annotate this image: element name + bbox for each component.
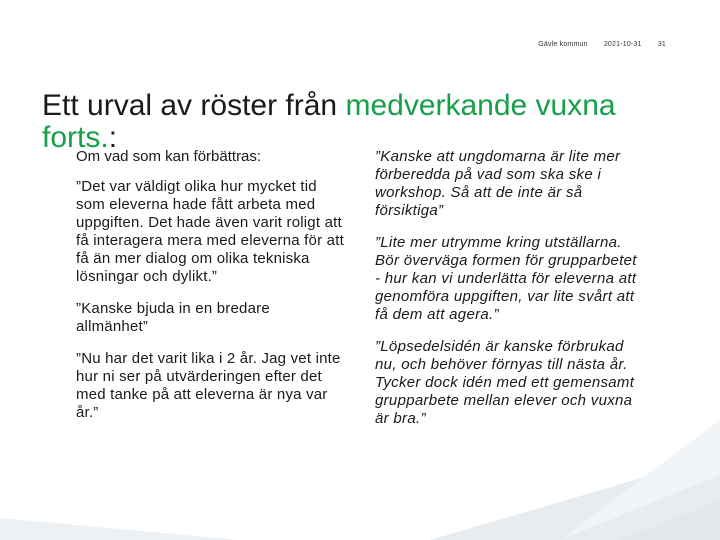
title-colon: : [108,121,118,155]
slide-header [524,41,666,48]
slide-date: 2021-10-31 [603,41,642,48]
background-decoration [0,400,720,540]
slide-title [42,90,682,154]
quote-item: ”Kanske bjuda in en bredare allmänhet” [76,300,270,335]
quote-item: ”Det var väldigt olika hur mycket tid som eleverna hade fått arbeta med uppgiften. Det hade även varit roligt att få interagera mera med eleverna för att få än mer dialog om olika tekniska lösningar och dylikt.” [76,178,344,285]
left-column [76,148,346,436]
quote-item: ”Kanske att ungdomarna är lite mer förberedda på vad som ska ske i workshop. Så att de inte är så försiktiga” [375,148,621,219]
title-highlight: medverkande vuxna forts. [42,89,616,155]
quote-item: ”Nu har det varit lika i 2 år. Jag vet inte hur ni ser på utvärderingen efter det med tanke på att eleverna är nya var år.” [76,350,341,421]
left-column-heading: Om vad som kan förbättras: [76,148,262,165]
organization-name: Gävle kommun [538,41,588,48]
title-text: Ett urval av röster från [42,89,346,123]
right-column [375,148,640,442]
quote-item: ”Lite mer utrymme kring utställarna. Bör överväga formen för grupparbetet - hur kan vi underlätta för eleverna att genomföra uppgiften, var lite svårt att få dem att agera.” [375,234,637,323]
page-number: 31 [657,41,666,48]
quote-item: ”Löpsedelsidén är kanske förbrukad nu, och behöver förnyas till nästa år. Tycker dock idén med ett gemensamt grupparbete mellan elever och vuxna är bra.” [375,338,635,427]
